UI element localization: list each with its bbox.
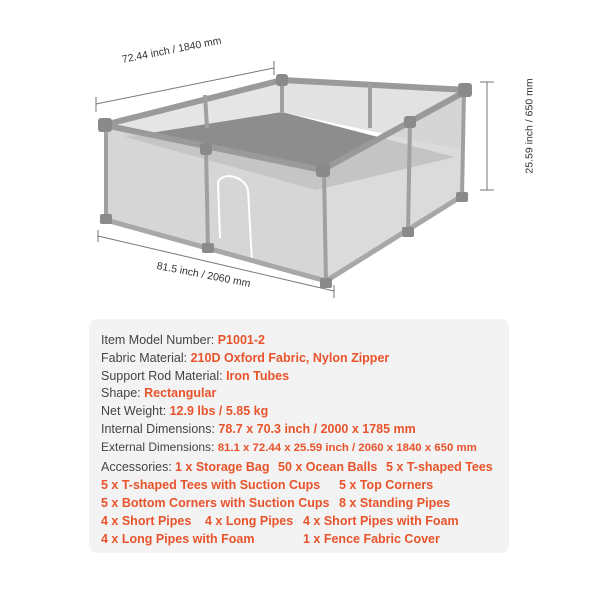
spec-weight	[101, 403, 511, 421]
width-dimension-label: 72.44 inch / 1840 mm	[121, 34, 223, 66]
spec-shape	[101, 385, 511, 403]
accessory-item: 4 x Long Pipes with Foam	[101, 532, 255, 546]
spec-list	[101, 332, 511, 457]
accessory-item: 4 x Short Pipes	[101, 514, 192, 528]
spec-label: Item Model Number:	[101, 333, 218, 347]
spec-label: Internal Dimensions:	[101, 421, 219, 436]
spec-label: Support Rod Material:	[101, 368, 227, 383]
accessories-label: Accessories:	[101, 460, 172, 474]
length-dimension-label: 81.5 inch / 2060 mm	[155, 260, 252, 290]
accessory-item: 1 x Fence Fabric Cover	[303, 532, 440, 546]
height-dimension-label: 25.59 inch / 650 mm	[523, 78, 536, 174]
accessory-item: 5 x T-shaped Tees with Suction Cups	[101, 478, 321, 492]
spec-internal-dimensions	[101, 421, 511, 439]
spec-value: 12.9 lbs / 5.85 kg	[169, 404, 269, 419]
spec-value: P1001-2	[217, 333, 265, 347]
spec-model	[101, 332, 511, 350]
spec-value: 210D Oxford Fabric, Nylon Zipper	[190, 350, 390, 365]
accessory-item: 4 x Long Pipes	[205, 514, 294, 528]
accessory-item: 5 x T-shaped Tees	[386, 460, 493, 474]
spec-fabric	[101, 350, 511, 368]
accessory-item: 5 x Bottom Corners with Suction Cups	[101, 496, 330, 510]
spec-label: External Dimensions:	[101, 439, 218, 454]
accessory-item: 50 x Ocean Balls	[278, 460, 378, 474]
spec-label: Net Weight:	[101, 404, 170, 419]
spec-label: Shape:	[101, 386, 145, 401]
accessory-item: 8 x Standing Pipes	[339, 496, 451, 510]
spec-rod	[101, 368, 511, 386]
spec-value: Rectangular	[144, 386, 217, 401]
accessory-item: 4 x Short Pipes with Foam	[303, 514, 459, 528]
spec-value: Iron Tubes	[226, 368, 290, 383]
spec-value: 78.7 x 70.3 inch / 2000 x 1785 mm	[218, 421, 416, 436]
accessory-item: 5 x Top Corners	[339, 478, 434, 492]
spec-label: Fabric Material:	[101, 350, 191, 365]
spec-external-dimensions	[101, 439, 511, 457]
accessory-item: 1 x Storage Bag	[175, 460, 270, 474]
spec-value: 81.1 x 72.44 x 25.59 inch / 2060 x 1840 x 650 mm	[217, 441, 477, 454]
